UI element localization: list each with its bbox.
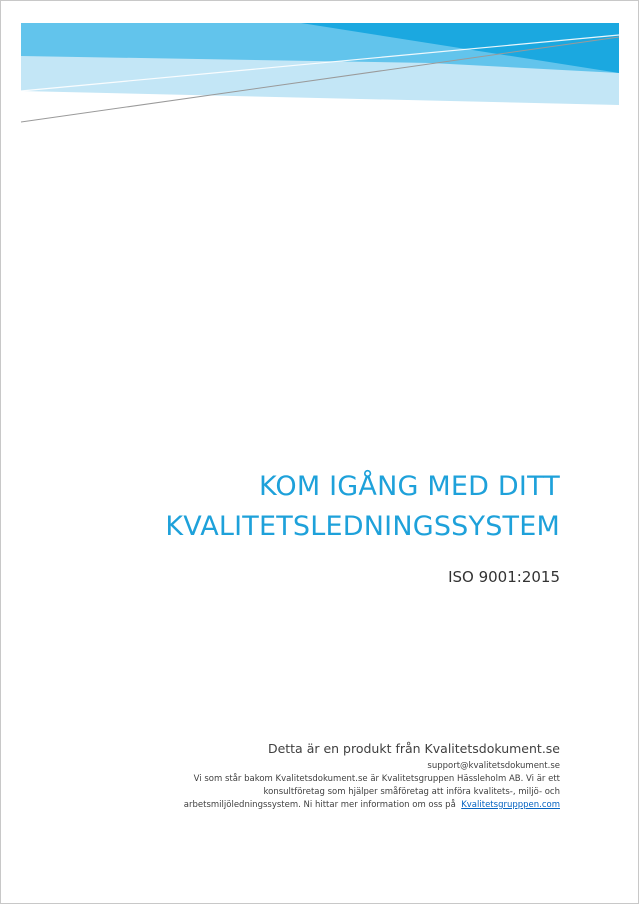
footer-line-2: konsultföretag som hjälper småföretag att införa kvalitets-, miljö- och [263, 787, 560, 797]
footer-line-3-text: arbetsmiljöledningssystem. Ni hittar mer information om oss på [183, 800, 456, 810]
header-banner-graphic [1, 1, 639, 141]
footer-info [140, 741, 560, 812]
footer-line-1: Vi som står bakom Kvalitetsdokument.se är Kvalitetsgruppen Hässleholm AB. Vi är ett [193, 774, 560, 784]
title-line-2: KVALITETSLEDNINGSSYSTEM [165, 511, 560, 542]
footer-lead-text: Detta är en produkt från Kvalitetsdokument.se [267, 741, 560, 756]
footer-line-3 [140, 799, 560, 812]
footer-email: support@kvalitetsdokument.se [427, 761, 560, 771]
document-subtitle: ISO 9001:2015 [448, 568, 560, 586]
document-title [165, 467, 560, 547]
footer-link[interactable]: Kvalitetsgrupppen.com [461, 800, 560, 810]
title-line-1: KOM IGÅNG MED DITT [258, 471, 560, 502]
